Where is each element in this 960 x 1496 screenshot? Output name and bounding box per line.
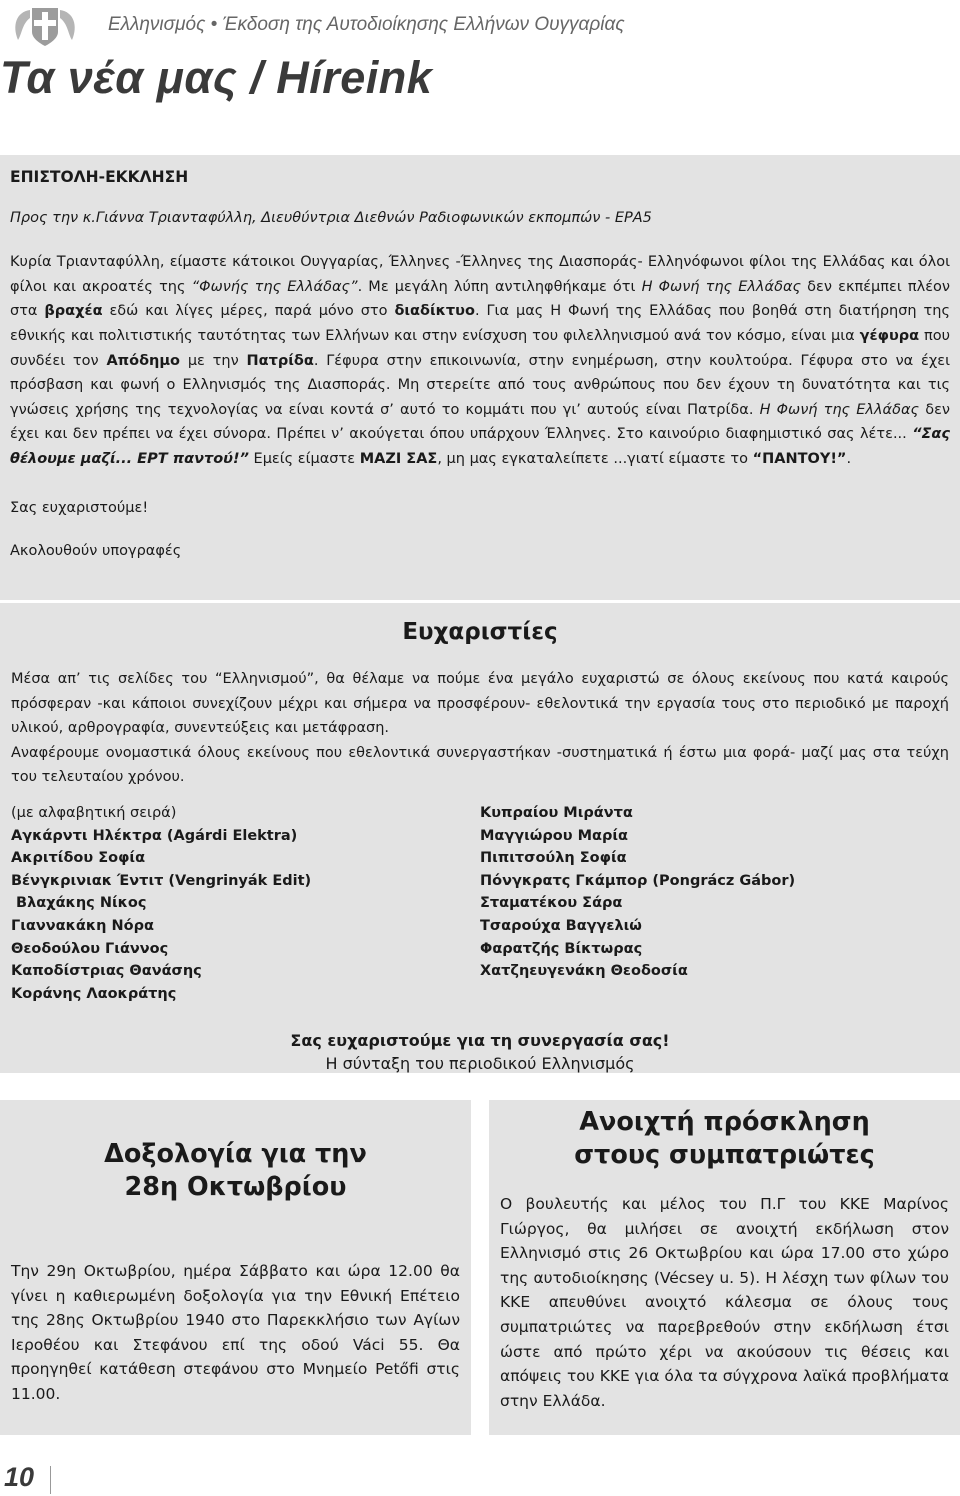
doxology-title-line-2: 28η Οκτωβρίου — [124, 1172, 347, 1202]
invitation-text: Ο βουλευτής και μέλος του Π.Γ του ΚΚΕ Μαρίνος Γιώργος, θα μιλήσει σε ανοιχτή εκδήλωση στον Ελληνισμό στις 26 Οκτωβρίου και ώρα 17.00 στο χώρο της αυτοδιοίκησης (Vécsey u. 5). Η λέσχη των φίλων του ΚΚΕ απευθύνει ανοιχτό κάλεσμα σε όλους τους συμπατριώτες να παρεβρεθούν στην εκδήλωση έτσι ώστε από πρώτο χέρι να ακούσουν τις θέσεις και απόψεις του ΚΚΕ για όλα τα σύγχρονα λαϊκά προβλήματα στην Ελλάδα. — [500, 1195, 949, 1410]
letter-addressee: Προς την κ.Γιάννα Τριανταφύλλη, Διευθύντρια Διεθνών Ραδιοφωνικών εκπομπών - ΕΡΑ5 — [10, 209, 652, 226]
letter-bold: Απόδημο — [106, 352, 181, 369]
thanks-closing-line: Σας ευχαριστούμε για τη συνεργασία σας! — [290, 1031, 670, 1051]
letter-text: δεν εκπέμπει πλέον στα — [10, 278, 951, 320]
letter-slogan: “Σας θέλουμε μαζί... ΕΡΤ παντού!” — [10, 426, 950, 467]
letter-text: που συνδέει τον — [10, 327, 950, 369]
appeal-letter-panel — [0, 155, 960, 600]
thanks-paragraph-1: Μέσα απ’ τις σελίδες του “Ελληνισμού”, θα θέλαμε να πούμε ένα μεγάλο ευχαριστώ σε όλους εκείνους που κατά καιρούς πρόσφεραν -και κάποιοι συνεχίζουν μέχρι και σήμερα να προσφέρουν- εθελοντικά την εργασία τους στο περιοδικό με παροχή υλικού, αρθρογραφία, συνεντεύξεις και μετάφραση. — [11, 671, 949, 737]
letter-text: . Με μεγάλη λύπη αντιληφθήκαμε ότι — [357, 278, 642, 295]
letter-emphasis: Η Φωνή της Ελλάδας — [641, 278, 802, 295]
list-item: Χατζηευγενάκη Θεοδοσία — [480, 963, 688, 980]
magazine-tagline: Ελληνισμός • Έκδοση της Αυτοδιοίκησης Ελλήνων Ουγγαρίας — [108, 14, 625, 35]
letter-text: Εμείς είμαστε — [248, 450, 360, 467]
list-item: Καποδίστριας Θανάσης — [11, 963, 202, 980]
letter-body — [10, 250, 950, 471]
thanks-closing — [11, 1029, 949, 1075]
letter-text: . Για μας Η Φωνή της Ελλάδας που βοηθά στη διατήρηση της εθνικής και πολιτιστικής ταυτότητας των Ελλήνων και στην ενίσχυση του φιλελληνισμού ανά τον κόσμο, είναι μια — [10, 303, 950, 344]
contributors-left-column — [11, 802, 480, 1005]
invitation-title-line-2: στους συμπατριώτες — [574, 1140, 875, 1170]
list-item: Γιαννακάκη Νόρα — [11, 917, 154, 934]
contributors-right-column — [480, 802, 949, 1005]
editorial-signature: Η σύνταξη του περιοδικού Ελληνισμός — [325, 1054, 635, 1074]
list-item: Πόνγκρατς Γκάμπορ (Pongrácz Gábor) — [480, 872, 796, 889]
list-item: Τσαρούχα Βαγγελιώ — [480, 917, 642, 934]
doxology-text: Την 29η Οκτωβρίου, ημέρα Σάββατο και ώρα 12.00 θα γίνει η καθιερωμένη δοξολογία για την Εθνική Επέτειο της 28ης Οκτωβρίου 1940 στο Παρεκκλήσιο των Αγίων Ιεροθέου και Στεφάνου επί της οδού Váci 55. Θα προηγηθεί κατάθεση στεφάνου στο Μνημείο Petőfi στις 11.00. — [11, 1262, 460, 1403]
letter-signoff: Σας ευχαριστούμε! — [10, 499, 149, 516]
list-item: Μαγγιώρου Μαρία — [480, 827, 628, 844]
letter-bold: γέφυρα — [859, 327, 920, 344]
list-item: Ακριτίδου Σοφία — [11, 850, 146, 867]
thanks-panel — [0, 603, 960, 1073]
letter-heading: ΕΠΙΣΤΟΛΗ-ΕΚΚΛΗΣΗ — [10, 168, 189, 186]
page-number: 10 — [4, 1462, 35, 1492]
contributors-columns — [11, 802, 949, 1005]
list-item: Κοράνης Λαοκράτης — [11, 985, 177, 1002]
thanks-paragraph-2: Αναφέρουμε ονομαστικά όλους εκείνους που εθελοντικά συνεργαστήκαν -συστηματικά ή έστω μια φορά- μαζί μας στα τεύχη του τελευταίου χρόνου. — [11, 744, 949, 786]
letter-emphasis: Η Φωνή της Ελλάδας — [759, 401, 920, 418]
letter-text: Κυρία Τριανταφύλλη, είμαστε κάτοικοι Ουγγαρίας, Έλληνες -Έλληνες της Διασποράς- Ελληνόφωνοι φίλοι της Ελλάδας και όλοι φίλοι και ακροατές της — [10, 254, 950, 295]
letter-bold: “ΠΑΝΤΟΥ!” — [752, 450, 847, 467]
letter-text: . — [846, 450, 852, 467]
letter-text: , μη μας εγκαταλείπετε ...γιατί είμαστε το — [437, 450, 753, 467]
letter-text: με την — [180, 352, 247, 369]
letter-signatures-note: Ακολουθούν υπογραφές — [10, 543, 182, 560]
letter-bold: ΜΑΖΙ ΣΑΣ — [359, 450, 438, 467]
list-item: Φαρατζής Βίκτωρας — [480, 940, 643, 957]
section-title: Τα νέα μας / Híreink — [0, 52, 433, 103]
open-invitation-panel — [489, 1100, 960, 1435]
alphabetical-order-note: (με αλφαβητική σειρά) — [11, 804, 177, 821]
letter-bold: διαδίκτυο — [394, 303, 475, 320]
list-item: Θεοδούλου Γιάννος — [11, 940, 169, 957]
list-item: Σταματέκου Σάρα — [480, 895, 623, 912]
invitation-title — [500, 1106, 949, 1172]
list-item: Βλαχάκης Νίκος — [11, 895, 147, 912]
list-item: Πιπιτσούλη Σοφία — [480, 850, 627, 867]
doxology-title-line-1: Δοξολογία για την — [104, 1139, 367, 1169]
page-number-divider — [50, 1466, 51, 1494]
letter-text: . Γέφυρα στην επικοινωνία, στην ενημέρωση, στην κουλτούρα. Γέφυρα στο να έχει πρόσβαση και φωνή ο Ελληνισμός της Διασποράς. Μη στερείτε από τους ανθρώπους που δεν έχουν τη δυνατότητα και τις γνώσεις χρήσης της τεχνολογίας να είναι κοντά σ’ αυτό το κομμάτι που γι’ αυτούς είναι Πατρίδα. — [10, 352, 950, 418]
letter-bold: Πατρίδα — [246, 352, 314, 369]
list-item: Κυπραίου Μιράντα — [480, 804, 633, 821]
greek-cross-emblem-icon — [8, 4, 82, 48]
invitation-title-line-1: Ανοιχτή πρόσκληση — [579, 1107, 870, 1137]
letter-emphasis: “Φωνής της Ελλάδας” — [191, 278, 358, 295]
doxology-title — [11, 1138, 460, 1204]
doxology-panel — [0, 1100, 471, 1435]
letter-bold: βραχέα — [44, 303, 103, 320]
letter-text: εδώ και λίγες μέρες, παρά μόνο στο — [102, 303, 395, 320]
list-item: Αγκάρντι Ηλέκτρα (Agárdi Elektra) — [11, 827, 298, 844]
list-item: Βένγκρινιακ Έντιτ (Vengrinyák Edit) — [11, 872, 312, 889]
thanks-title: Ευχαριστίες — [402, 619, 558, 645]
letter-text: δεν έχει και δεν πρέπει να έχει σύνορα. Πρέπει ν’ ακούγεται όπου υπάρχουν Έλληνες. Στο καινούριο διαφημιστικό σας λέτε... — [10, 401, 951, 443]
